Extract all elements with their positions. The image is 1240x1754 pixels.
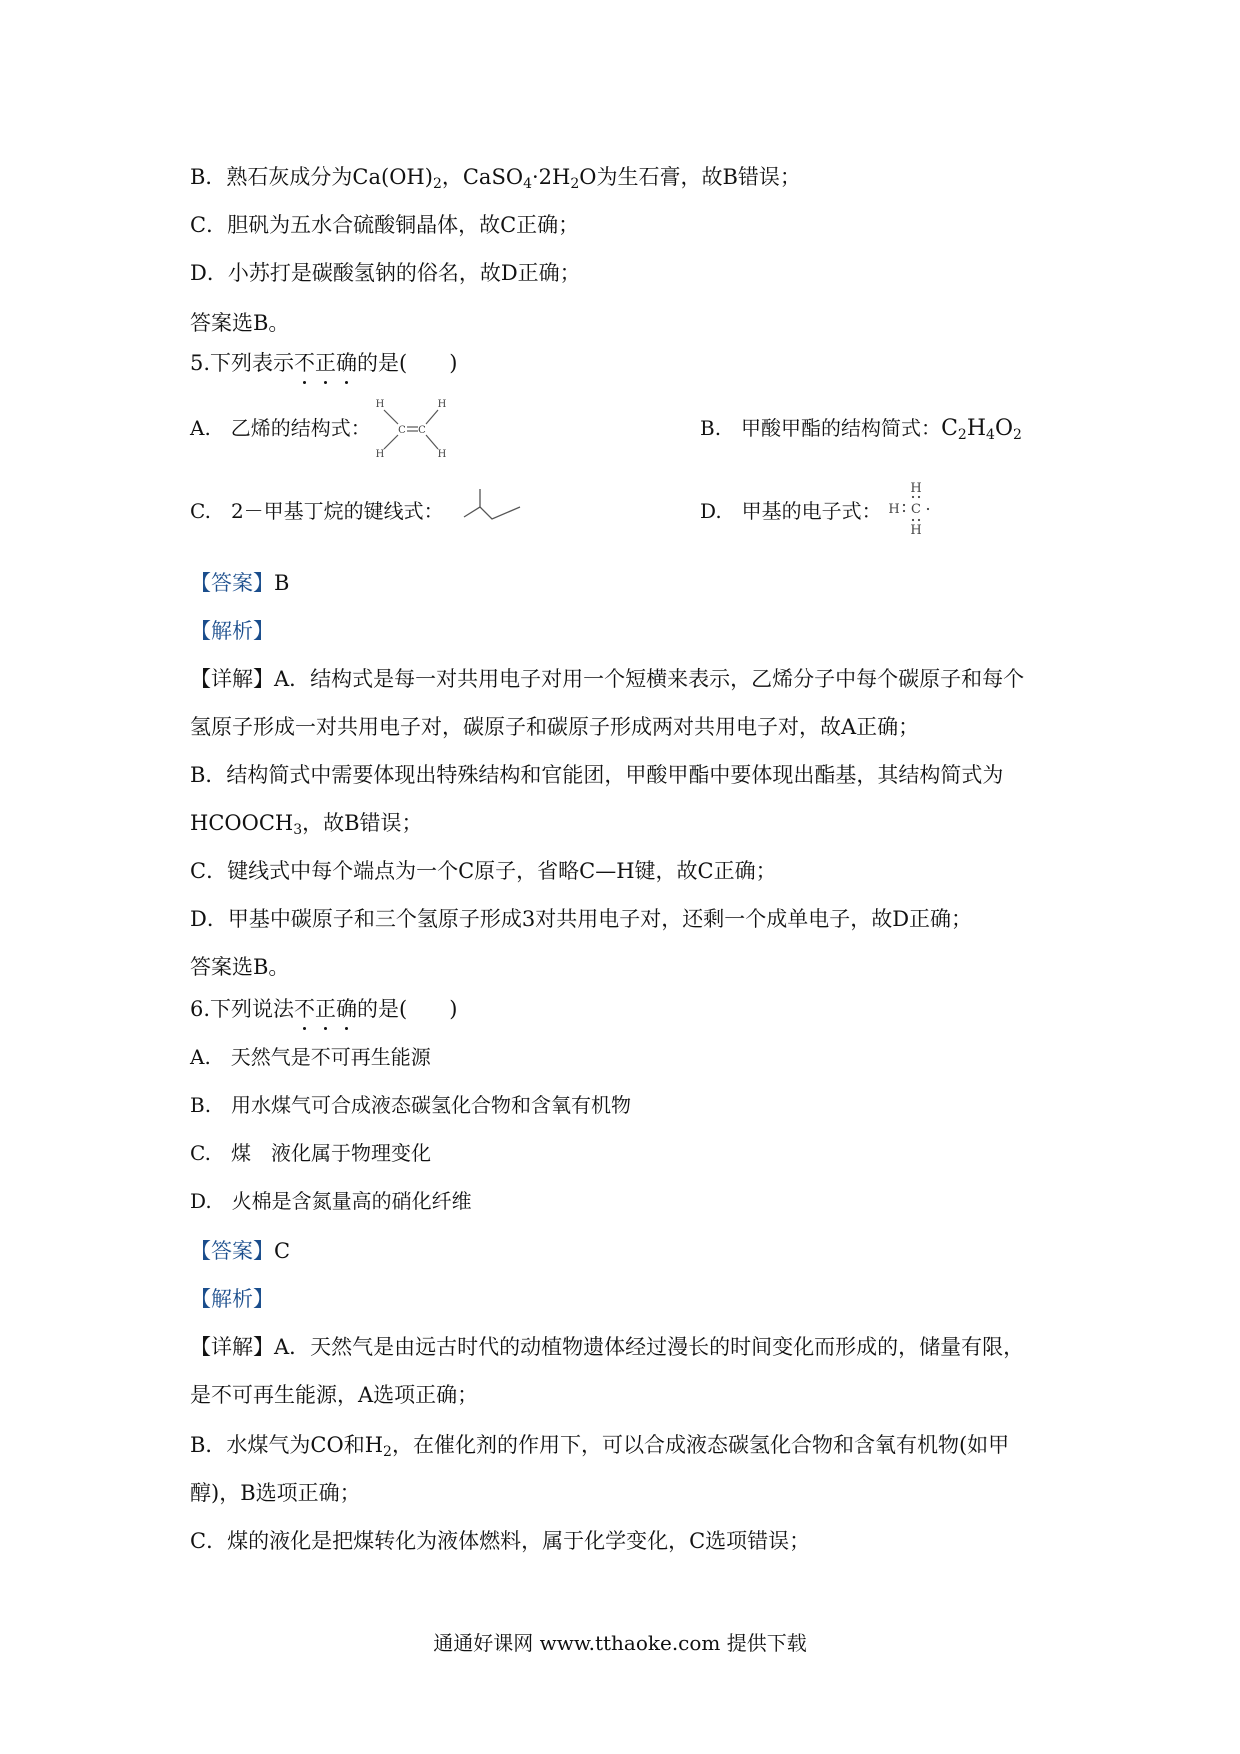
explanation-line: B．熟石灰成分为$Ca(OH)_2$，$CaSO_4\cdot 2H_2O$为生石膏，故B错误； [190,165,801,192]
atom-label: C [418,425,426,436]
answer-value: C [274,1239,291,1263]
analysis-tag: 【解析】 [190,1287,274,1311]
detail-5-line: C．键线式中每个端点为一个C原子，省略C—H键，故C正确； [190,859,777,883]
q6-option-a: A. 天然气是不可再生能源 [190,1045,431,1069]
detail-5-line: D．甲基中碳原子和三个氢原子形成3对共用电子对，还剩一个成单电子，故D正确； [190,907,973,931]
atom-label: H [910,523,922,538]
atom-label: C [911,502,921,517]
text: 的是( ) [357,997,458,1021]
explanation-line: C．胆矾为五水合硫酸铜晶体，故C正确； [190,213,580,237]
detail-6-line: B．水煤气为CO和$H_2$，在催化剂的作用下，可以合成液态碳氢化合物和含氧有机物(如甲 [190,1433,1010,1460]
atom-label: H [437,449,447,460]
ethylene-structure-icon [370,395,460,465]
text: A．天然气是由远古时代的动植物遗体经过漫长的时间变化而形成的，储量有限， [274,1335,1025,1359]
q5-option-c: C. 2－甲基丁烷的键线式： [190,499,444,523]
detail-6-line: 醇)，B选项正确； [190,1481,361,1505]
text: ·2H [531,165,571,189]
atom-label: C [398,425,406,436]
text: 的是( ) [357,351,458,375]
q5-option-a: A. 乙烯的结构式： [190,416,371,440]
analysis-5 [190,616,274,646]
question-6-stem [190,994,457,1024]
text: ，在催化剂的作用下，可以合成液态碳氢化合物和含氧有机物(如甲 [391,1433,1010,1457]
detail-5-line: 答案选B。 [190,955,290,979]
text: B．熟石灰成分为Ca(OH) [190,165,433,189]
detail-5-line: $HCOOCH_3$，故B错误； [190,811,423,838]
text: 5.下列表示 [190,351,295,375]
methyl-electron-dot-icon [882,478,942,538]
atom-label: H [375,399,385,410]
methylbutane-skeletal-icon [462,487,524,527]
text: 6.下列说法 [190,997,295,1021]
answer-6 [190,1236,290,1266]
answer-tag: 【答案】 [190,1239,274,1263]
answer-value: B [274,571,290,595]
q5-option-d: D. 甲基的电子式： [700,499,882,523]
atom-label: H [888,502,900,517]
detail-6-line: C．煤的液化是把煤转化为液体燃料，属于化学变化，C选项错误； [190,1529,811,1553]
analysis-tag: 【解析】 [190,619,274,643]
atom-label: H [910,481,922,496]
q6-option-c: C. 煤 液化属于物理变化 [190,1141,431,1165]
q6-option-b: B. 用水煤气可合成液态碳氢化合物和含氧有机物 [190,1093,632,1117]
explanation-line: D．小苏打是碳酸氢钠的俗名，故D正确； [190,261,581,285]
text: ，故B错误； [302,811,423,835]
q6-option-d: D. 火棉是含氮量高的硝化纤维 [190,1189,472,1213]
text: A．结构式是每一对共用电子对用一个短横来表示，乙烯分子中每个碳原子和每个 [274,667,1025,691]
text: O为生石膏，故B错误； [579,165,801,189]
analysis-6 [190,1284,274,1314]
page-footer: 通通好课网 www.tthaoke.com 提供下载 [433,1631,807,1655]
detail-5-line: 氢原子形成一对共用电子对，碳原子和碳原子形成两对共用电子对，故A正确； [190,715,920,739]
detail-5-line: B．结构简式中需要体现出特殊结构和官能团，甲酸甲酯中要体现出酯基，其结构简式为 [190,763,1004,787]
text: ，CaSO [441,165,524,189]
answer-5 [190,568,289,598]
text: HCOOCH [190,811,294,835]
detail-5-line [190,664,1024,694]
text: B. 甲酸甲酯的结构简式： [700,416,942,440]
atom-label: H [437,399,447,410]
formula: $C_2H_4O_2$ [941,416,1022,443]
question-5-stem [190,348,457,378]
detail-tag: 【详解】 [190,1335,274,1359]
answer-tag: 【答案】 [190,571,274,595]
emphasis-text: 不正确 [294,351,357,375]
answer-line: 答案选B。 [190,311,290,335]
emphasis-text: 不正确 [294,997,357,1021]
q5-option-b [700,413,1022,450]
detail-6-line: 是不可再生能源，A选项正确； [190,1383,479,1407]
atom-label: H [375,449,385,460]
detail-tag: 【详解】 [190,667,274,691]
text: B．水煤气为CO和H [190,1433,384,1457]
detail-6-line [190,1332,1024,1362]
